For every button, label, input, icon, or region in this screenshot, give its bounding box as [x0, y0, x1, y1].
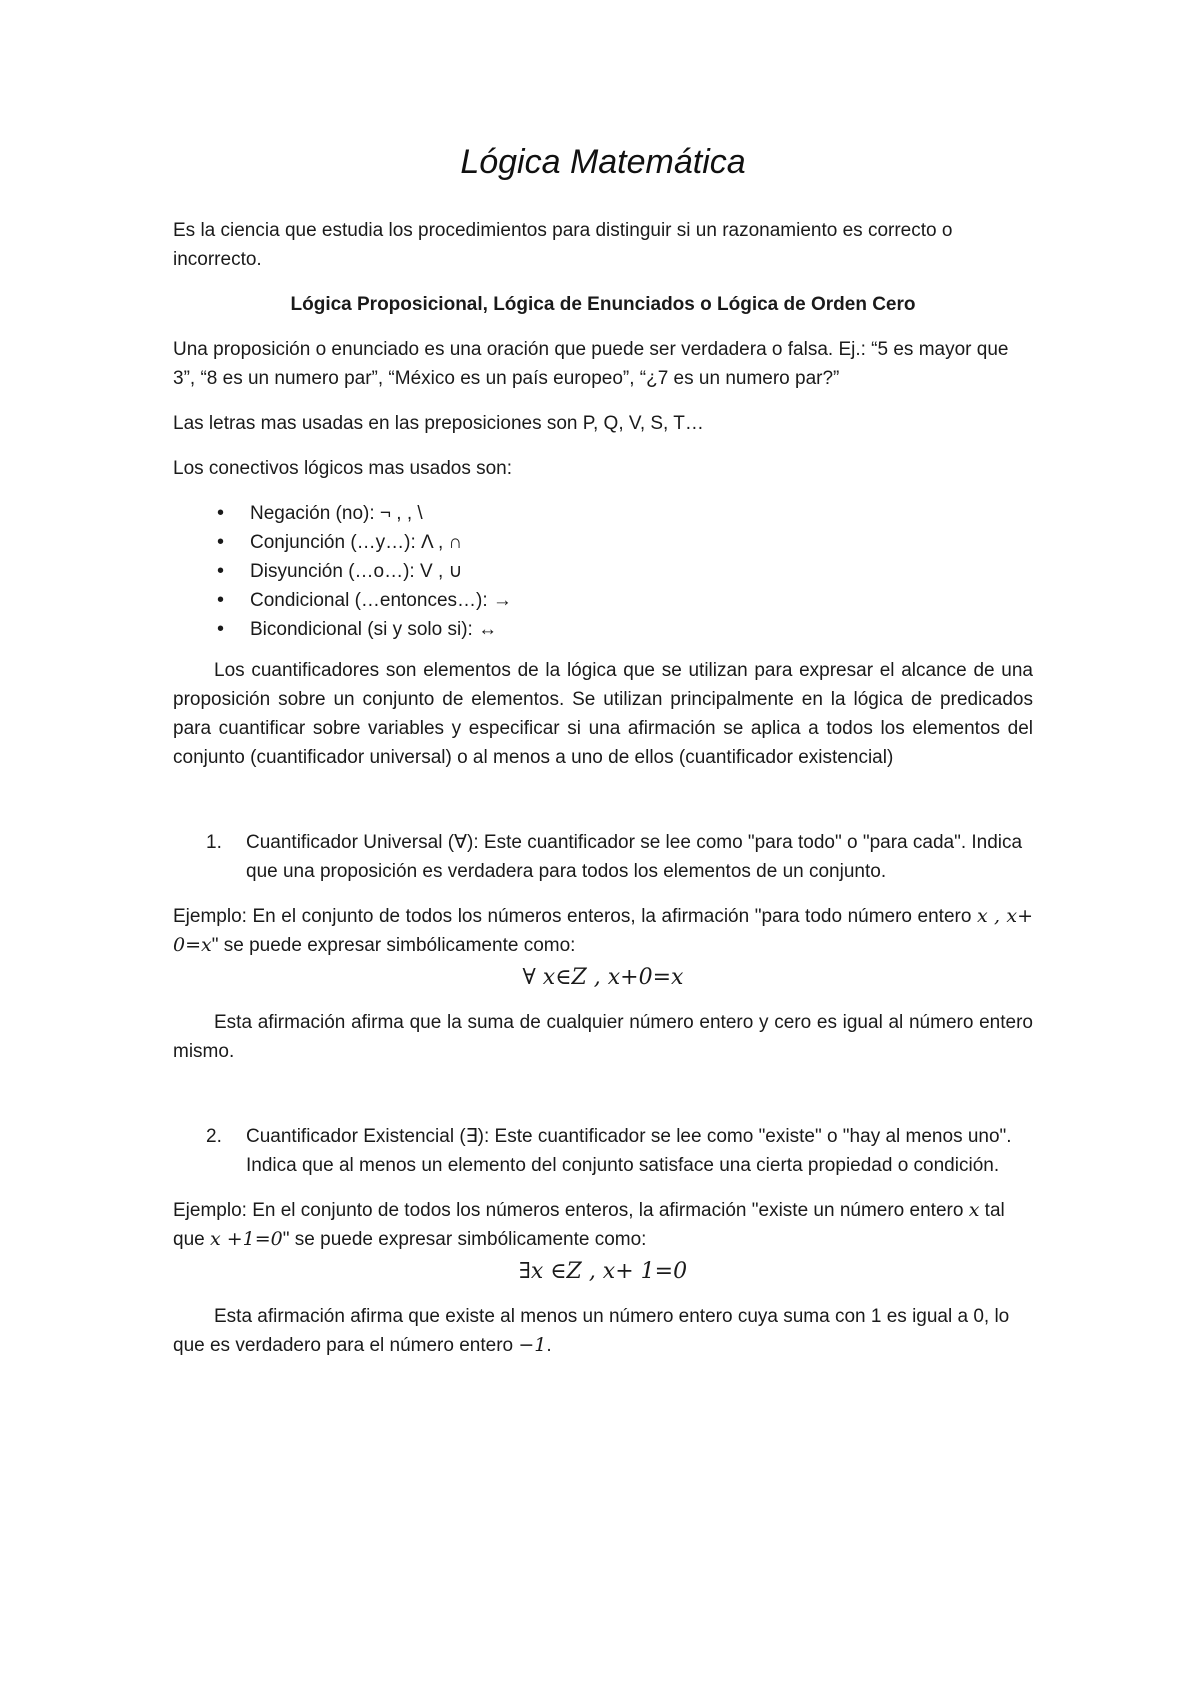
letters-paragraph: Las letras mas usadas en las preposiciones son P, Q, V, S, T… [173, 413, 704, 434]
example-text: tal que [173, 1200, 1005, 1250]
definition-paragraph: Una proposición o enunciado es una oración que puede ser verdadera o falsa. Ej.: “5 es mayor que 3”, “8 es un numero par”, “México es un país europeo”, “¿7 es un numero par?” [173, 339, 1009, 389]
universal-explanation: Esta afirmación afirma que la suma de cualquier número entero y cero es igual al número entero mismo. [173, 1012, 1033, 1062]
document-title: Lógica Matemática [460, 143, 746, 181]
section-heading: Lógica Proposicional, Lógica de Enunciados o Lógica de Orden Cero [290, 294, 916, 315]
universal-quantifier-item [173, 828, 1033, 886]
connectives-intro: Los conectivos lógicos mas usados son: [173, 458, 513, 479]
item-number: 2. [206, 1126, 222, 1147]
example-text: " se puede expresar simbólicamente como: [282, 1229, 647, 1250]
explanation-text: . [546, 1335, 552, 1356]
existential-quantifier-text: Cuantificador Existencial (∃): Este cuantificador se lee como "existe" o "hay al menos uno". Indica que al menos un elemento del conjunto satisface una cierta propiedad o condición. [246, 1126, 1012, 1176]
inline-math: −1 [518, 1334, 547, 1356]
item-number: 1. [206, 832, 222, 853]
quantifiers-paragraph: Los cuantificadores son elementos de la lógica que se utilizan para expresar el alcance de una proposición sobre un conjunto de elementos. Se utilizan principalmente en la lógica de predicados para cuantificar sobre variables y especificar si una afirmación se aplica a todos los elementos del conjunto (cuantificador universal) o al menos a uno de ellos (cuantificador existencial) [173, 660, 1033, 768]
universal-example [173, 902, 1033, 960]
example-text: Ejemplo: En el conjunto de todos los números enteros, la afirmación "existe un número entero [173, 1200, 969, 1221]
explanation-text: Esta afirmación afirma que existe al menos un número entero cuya suma con 1 es igual a 0, lo que es verdadero para el número entero [173, 1306, 1010, 1356]
connectives-list [173, 499, 1033, 644]
existential-example [173, 1196, 1033, 1254]
universal-quantifier-text: Cuantificador Universal (∀): Este cuantificador se lee como "para todo" o "para cada". Indica que una proposición es verdadera para todos los elementos de un conjunto. [246, 832, 1023, 882]
universal-formula: ∀ x∈Z , x+0=x [522, 965, 684, 990]
existential-explanation [173, 1302, 1033, 1360]
existential-formula: ∃x ∈Z , x+ 1=0 [518, 1259, 688, 1284]
inline-math: x , x+ 0=x [173, 905, 1033, 956]
inline-math: x [968, 1199, 980, 1221]
existential-quantifier-item [173, 1122, 1033, 1180]
list-item: • Negación (no): ¬ , , \ [173, 499, 1033, 528]
intro-paragraph: Es la ciencia que estudia los procedimientos para distinguir si un razonamiento es correcto o incorrecto. [173, 220, 953, 270]
example-text: Ejemplo: En el conjunto de todos los números enteros, la afirmación "para todo número entero [173, 906, 977, 927]
list-item: • Conjunción (…y…): Λ , ∩ [173, 528, 1033, 557]
example-text: " se puede expresar simbólicamente como: [211, 935, 576, 956]
list-item: • Disyunción (…o…): V , ∪ [173, 557, 1033, 586]
list-item: • Bicondicional (si y solo si): ↔ [173, 615, 1033, 644]
list-item: • Condicional (…entonces…): → [173, 586, 1033, 615]
document-content [173, 140, 1033, 1360]
inline-math: x +1=0 [209, 1228, 283, 1250]
